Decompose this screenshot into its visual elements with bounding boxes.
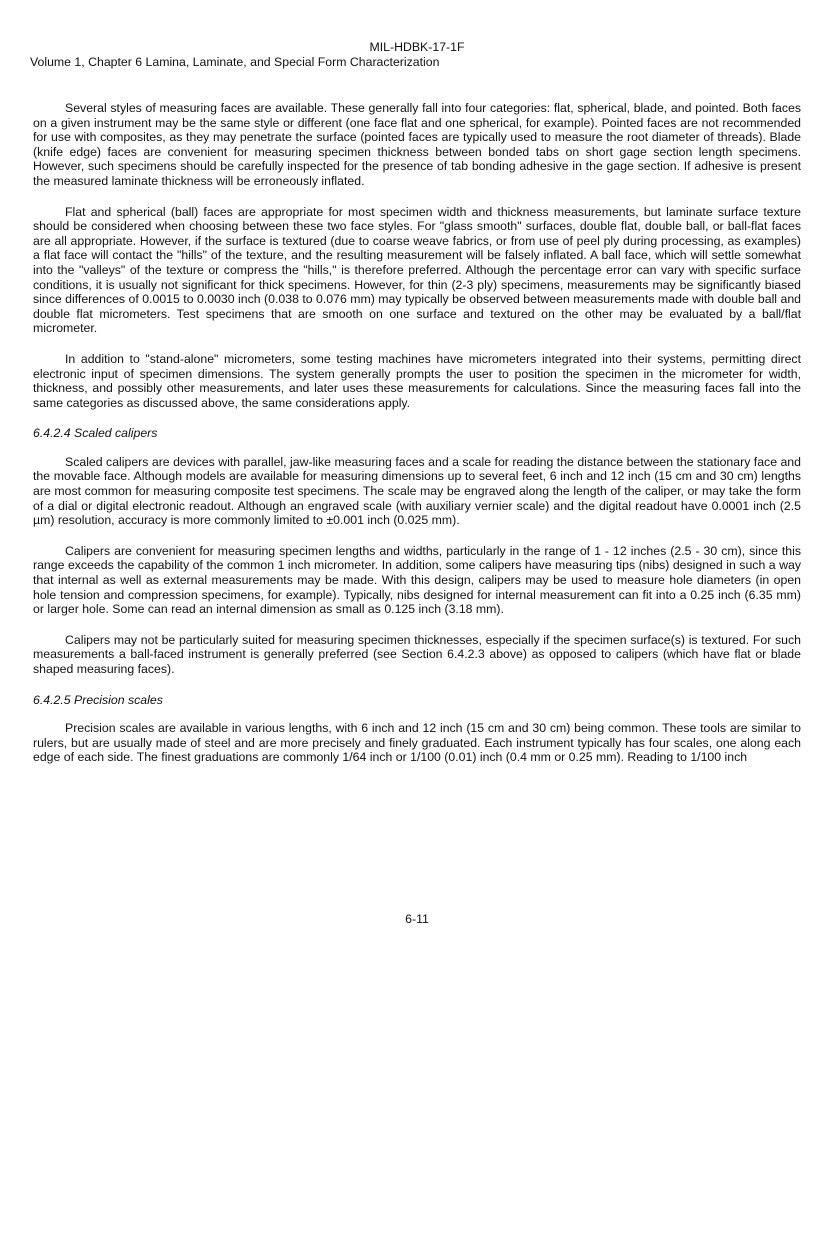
paragraph-integrated-micrometers: In addition to "stand-alone" micrometers, some testing machines have micrometers integrated into their systems, permitting direct electronic input of specimen dimensions. The system generally prompts the user to position the specimen in the micrometer for width, thickness, and possibly other measurements, and later uses these measurements for calculations. Since the measuring faces fall into the same categories as discussed above, the same considerations apply.: [33, 351, 801, 410]
page-body: [28, 101, 806, 765]
paragraph-calipers-thickness: Calipers may not be particularly suited for measuring specimen thicknesses, especially if the specimen surface(s) is textured. For such measurements a ball-faced instrument is generally preferred (see Section 6.4.2.3 above) as opposed to calipers (which have flat or blade shaped measuring faces).: [33, 632, 801, 676]
paragraph-measuring-faces: Several styles of measuring faces are available. These generally fall into four categories: flat, spherical, blade, and pointed. Both faces on a given instrument may be the same style or different (one face flat and one spherical, for example). Pointed faces are not recommended for use with composites, as they may penetrate the surface (pointed faces are typically used to measure the root diameter of threads). Blade (knife edge) faces are convenient for measuring specimen thickness between bonded tabs on short gage section length specimens. However, such specimens should be carefully inspected for the presence of tab bonding adhesive in the gage section. If adhesive is present the measured laminate thickness will be erroneously inflated.: [33, 101, 801, 188]
page-number: 6-11: [405, 912, 429, 926]
document-page: [28, 40, 806, 1220]
paragraph-flat-spherical-faces: Flat and spherical (ball) faces are appropriate for most specimen width and thickness measurements, but laminate surface texture should be considered when choosing between these two face styles. For "glass smooth" surfaces, double flat, double ball, or ball-flat faces are all appropriate. However, if the surface is textured (due to coarse weave fabrics, or from use of peel ply during processing, as examples) a flat face will contact the "hills" of the texture, and the resulting measurement will be falsely inflated. A ball face, which will settle somewhat into the "valleys" of the texture or compress the "hills," is therefore preferred. Although the percentage error can vary with specific surface conditions, it is usually not significant for thick specimens. However, for thin (2-3 ply) specimens, measurements may be significantly biased since differences of 0.0015 to 0.0030 inch (0.038 to 0.076 mm) may typically be observed between measurements made with double ball and double flat micrometers. Test specimens that are smooth on one surface and textured on the other may be evaluated by a ball/flat micrometer.: [33, 204, 801, 336]
paragraph-calipers-convenient: Calipers are convenient for measuring specimen lengths and widths, particularly in the range of 1 - 12 inches (2.5 - 30 cm), since this range exceeds the capability of the common 1 inch micrometer. In addition, some calipers have measuring tips (nibs) designed in such a way that internal as well as external measurements may be made. With this design, calipers may be used to measure hole diameters (in open hole tension and compression specimens, for example). Typically, nibs designed for internal measurement can fit into a 0.25 inch (6.35 mm) or larger hole. Some can read an internal dimension as small as 0.125 inch (3.18 mm).: [33, 543, 801, 617]
chapter-title: Volume 1, Chapter 6 Lamina, Laminate, and Special Form Characterization: [30, 55, 440, 69]
page-header: [28, 40, 806, 70]
document-id: MIL-HDBK-17-1F: [369, 40, 465, 54]
section-heading-precision-scales: 6.4.2.5 Precision scales: [33, 692, 163, 707]
paragraph-scaled-calipers: Scaled calipers are devices with parallel, jaw-like measuring faces and a scale for reading the distance between the stationary face and the movable face. Although models are available for measuring dimensions up to several feet, 6 inch and 12 inch (15 cm and 30 cm) lengths are most common for measuring composite test specimens. The scale may be engraved along the length of the caliper, or may take the form of a dial or digital electronic readout. Although an engraved scale (with auxiliary vernier scale) and the digital readout have 0.0001 inch (2.5 µm) resolution, accuracy is more commonly limited to ±0.001 inch (0.025 mm).: [33, 454, 801, 528]
section-heading-scaled-calipers: 6.4.2.4 Scaled calipers: [33, 426, 158, 441]
paragraph-precision-scales: Precision scales are available in various lengths, with 6 inch and 12 inch (15 cm and 30 cm) being common. These tools are similar to rulers, but are usually made of steel and are more precisely and finely graduated. Each instrument typically has four scales, one along each edge of each side. The finest graduations are commonly 1/64 inch or 1/100 (0.01) inch (0.4 mm or 0.25 mm). Reading to 1/100 inch: [33, 721, 801, 765]
